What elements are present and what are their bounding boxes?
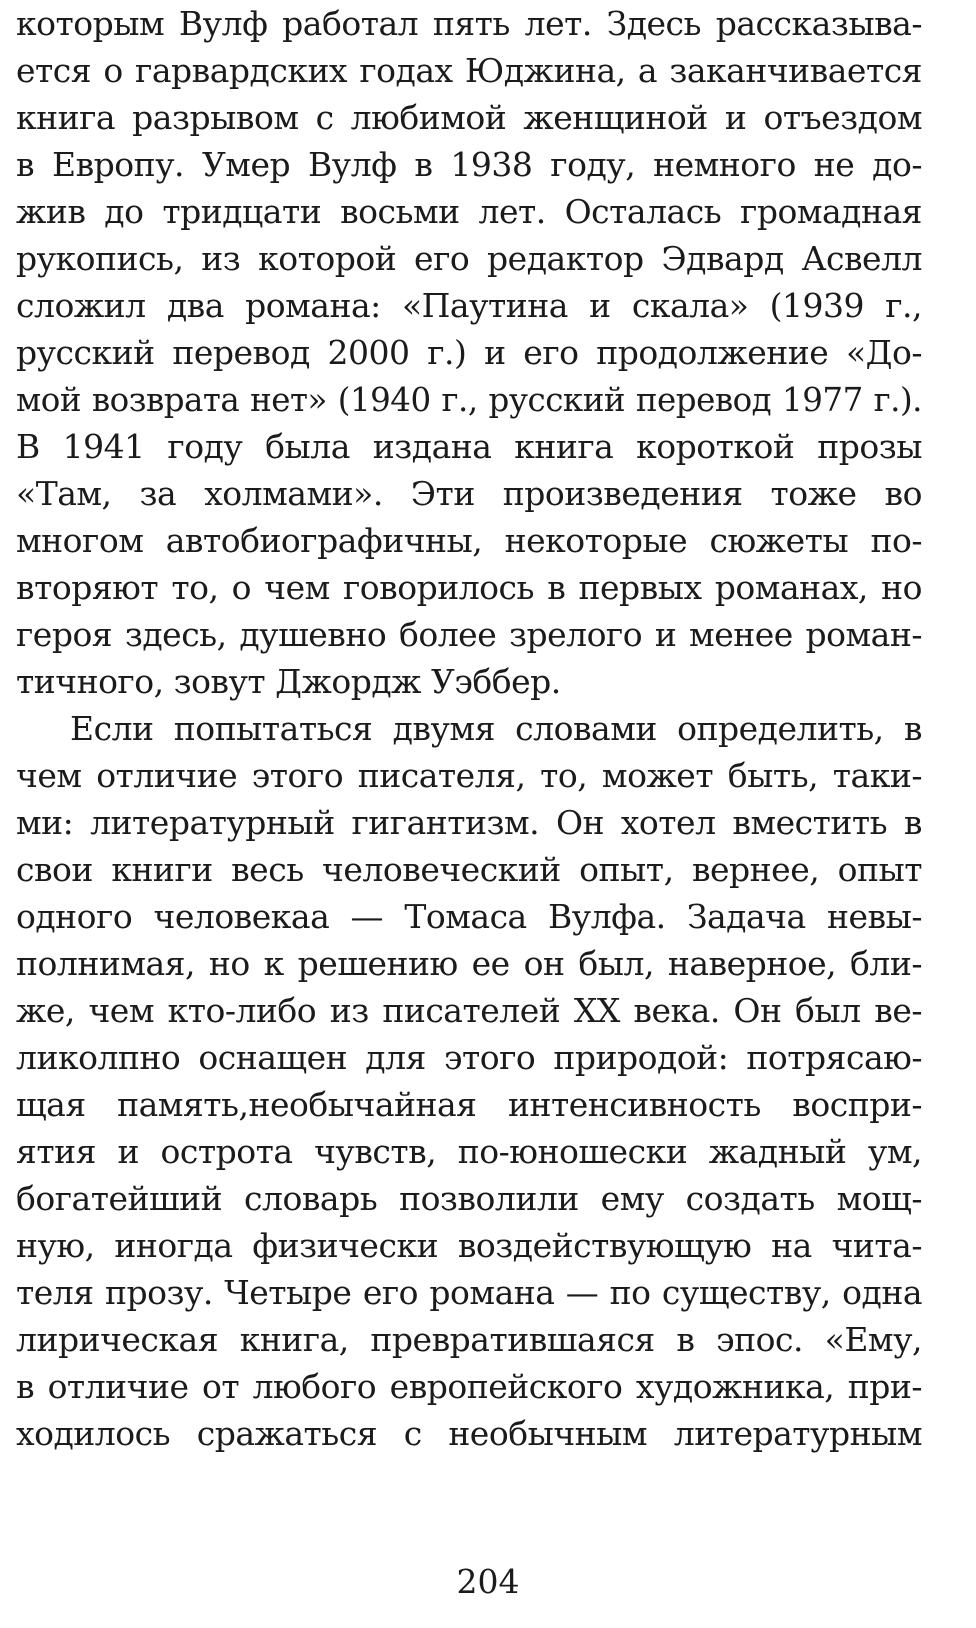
text-line: лирическая книга, превратившаяся в эпос. «Ему, xyxy=(16,1320,922,1359)
text-line: рукопись, из которой его редактор Эдвард Асвелл xyxy=(16,239,922,278)
text-line: же, чем кто-либо из писателей XX века. Он был ве- xyxy=(16,991,922,1030)
text-line: полнимая, но к решению ее он был, наверное, бли- xyxy=(16,944,922,983)
text-line: богатейший словарь позволили ему создать мощ- xyxy=(16,1179,922,1218)
text-line: ется о гарвардских годах Юджина, а заканчивается xyxy=(16,51,922,90)
text-line: ятия и острота чувств, по-юношески жадный ум, xyxy=(16,1132,922,1171)
text-line: ми: литературный гигантизм. Он хотел вместить в xyxy=(16,803,922,842)
text-line: в отличие от любого европейского художника, при- xyxy=(16,1367,922,1406)
text-line: мой возврата нет» (1940 г., русский перевод 1977 г.). xyxy=(16,381,922,419)
text-line: ходилось сражаться с необычным литературным xyxy=(16,1414,922,1453)
text-line: ликолпно оснащен для этого природой: потрясаю- xyxy=(16,1038,922,1077)
paragraph-first-line: Если попытаться двумя словами определить, в xyxy=(70,709,922,748)
text-line: жив до тридцати восьми лет. Осталась громадная xyxy=(16,192,922,231)
text-line: вторяют то, о чем говорилось в первых романах, но xyxy=(16,568,922,607)
text-line: В 1941 году была издана книга короткой прозы xyxy=(16,427,922,466)
text-line: ную, иногда физически воздействующую на чита- xyxy=(16,1226,922,1265)
text-line: «Там, за холмами». Эти произведения тоже во xyxy=(16,474,922,513)
text-line: теля прозу. Четыре его романа — по существу, одна xyxy=(16,1273,922,1312)
text-line: чем отличие этого писателя, то, может быть, таки- xyxy=(16,756,922,795)
text-line: героя здесь, душевно более зрелого и менее роман- xyxy=(16,615,922,654)
text-line: тичного, зовут Джордж Уэббер. xyxy=(16,662,561,701)
text-line: русский перевод 2000 г.) и его продолжение «До- xyxy=(16,333,922,372)
text-line: в Европу. Умер Вулф в 1938 году, немного не до- xyxy=(16,145,922,184)
text-line: многом автобиографичны, некоторые сюжеты по- xyxy=(16,521,922,560)
text-line: книга разрывом с любимой женщиной и отъездом xyxy=(16,98,922,137)
page-number: 204 xyxy=(456,1562,520,1601)
text-line: сложил два романа: «Паутина и скала» (1939 г., xyxy=(16,286,922,325)
text-line: одного человекаа — Томаса Вулфа. Задача невы- xyxy=(16,897,922,936)
text-line: которым Вулф работал пять лет. Здесь рассказыва- xyxy=(16,4,922,43)
text-line: свои книги весь человеческий опыт, вернее, опыт xyxy=(16,850,922,889)
text-line: щая память,необычайная интенсивность воспри- xyxy=(16,1085,922,1124)
